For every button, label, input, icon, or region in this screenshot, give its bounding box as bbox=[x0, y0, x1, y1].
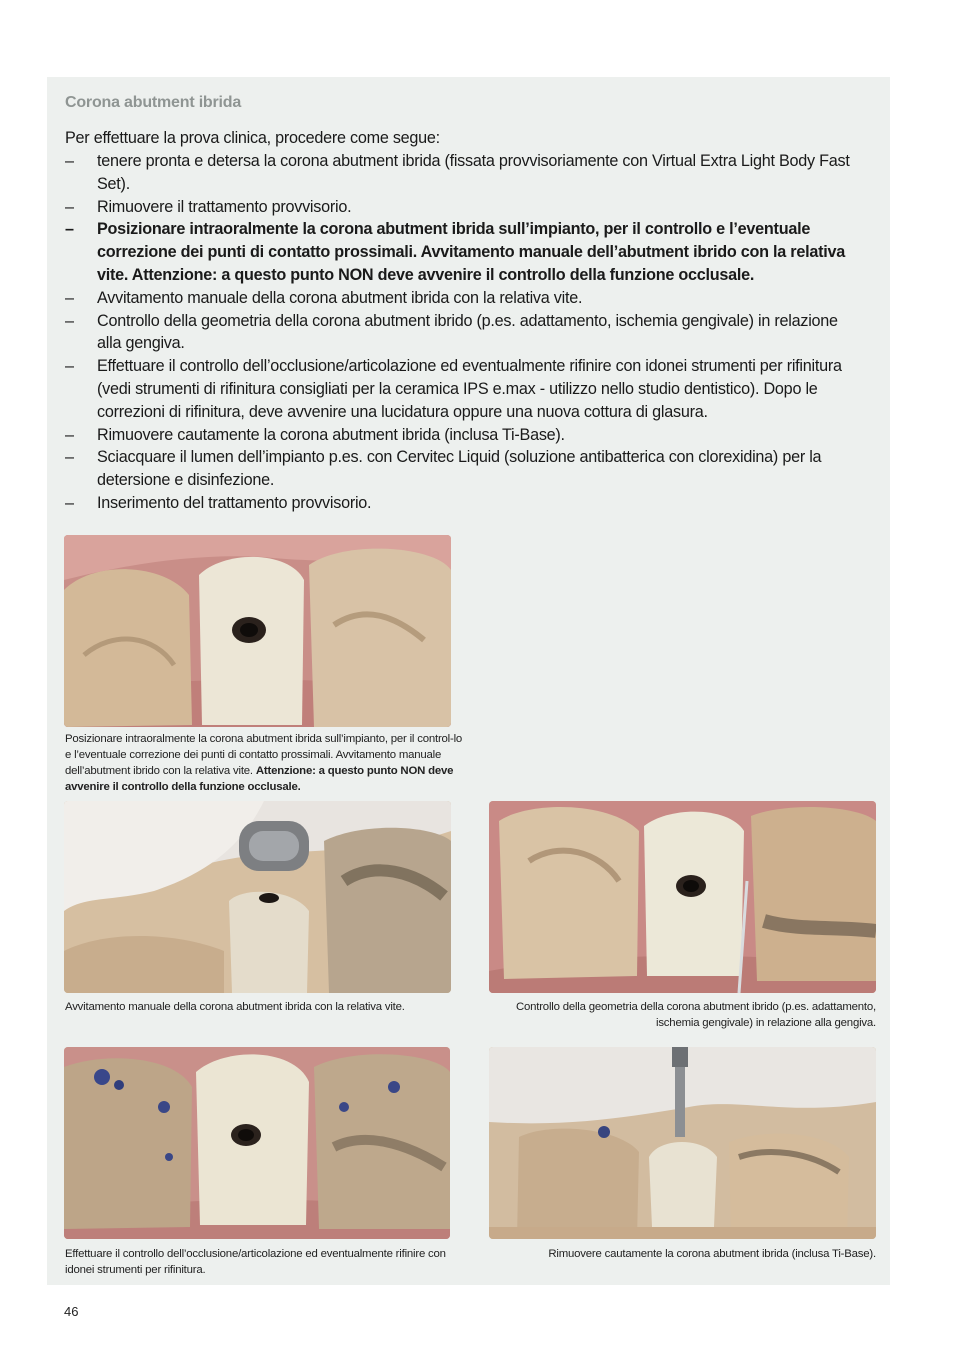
dash-bullet: – bbox=[65, 357, 74, 376]
step-item bbox=[65, 310, 865, 356]
dash-bullet: – bbox=[65, 311, 74, 330]
step-text: Posizionare intraoralmente la corona abutment ibrida sull’impianto, per il controllo e l’eventuale correzione dei punti di contatto prossimali. Avvitamento manuale dell’abutment ibrido con la relativa vite. Attenzione: a questo punto NON deve avvenire il controllo della funzione occlusale. bbox=[97, 220, 845, 284]
step-text: Sciacquare il lumen dell’impianto p.es. con Cervitec Liquid (soluzione antibatterica con clorexidina) per la detersione e disinfezione. bbox=[97, 448, 822, 490]
photo-crown-removal bbox=[489, 1047, 876, 1239]
photo-occlusion-check bbox=[64, 1047, 450, 1239]
dash-bullet: – bbox=[65, 493, 74, 512]
page-number: 46 bbox=[64, 1304, 79, 1319]
photo-manual-screwing bbox=[64, 801, 451, 993]
dash-bullet: – bbox=[65, 288, 74, 307]
step-text: Rimuovere il trattamento provvisorio. bbox=[97, 197, 352, 216]
photo-caption bbox=[65, 731, 465, 795]
caption-bold-text: Attenzione: a questo punto NON deve avvenire il controllo della funzione occlusale. bbox=[65, 765, 454, 793]
step-item-emphasized bbox=[65, 218, 865, 286]
photo-caption: Rimuovere cautamente la corona abutment ibrida (inclusa Ti-Base). bbox=[548, 1248, 876, 1260]
photo-caption: Controllo della geometria della corona abutment ibrido (p.es. adattamento, ischemia gengivale) in relazione alla gengiva. bbox=[515, 1001, 876, 1029]
dash-bullet: – bbox=[65, 220, 74, 239]
step-item bbox=[65, 196, 865, 219]
step-text: Rimuovere cautamente la corona abutment ibrida (inclusa Ti-Base). bbox=[97, 425, 565, 444]
step-text: Effettuare il controllo dell’occlusione/articolazione ed eventualmente rifinire con idonei strumenti per rifinitura (vedi strumenti di rifinitura consigliati per la ceramica IPS e.max - utilizzo nello studio dentistico). Dopo le correzioni di rifinitura, deve avvenire una lucidatura oppure una nuova cottura di glasura. bbox=[97, 357, 842, 421]
photo-caption: Avvitamento manuale della corona abutment ibrida con la relativa vite. bbox=[65, 1001, 405, 1013]
caption-text: Posizionare intraoralmente la corona abutment ibrida sull’impianto, per il control-lo e l’eventuale correzione dei punti di contatto prossimali. Avvitamento manuale dell’abutment ibrido con la relativa vite. bbox=[65, 733, 463, 777]
step-text: Inserimento del trattamento provvisorio. bbox=[97, 493, 372, 512]
step-item bbox=[65, 150, 865, 196]
step-text: tenere pronta e detersa la corona abutment ibrida (fissata provvisoriamente con Virtual Extra Light Body Fast Set). bbox=[97, 152, 850, 193]
procedure-steps bbox=[65, 150, 865, 515]
step-item bbox=[65, 287, 865, 310]
dash-bullet: – bbox=[65, 152, 74, 170]
dash-bullet: – bbox=[65, 448, 74, 467]
intro-text: Per effettuare la prova clinica, procedere come segue: bbox=[65, 129, 440, 147]
step-item bbox=[65, 446, 865, 492]
dash-bullet: – bbox=[65, 425, 74, 444]
photo-geometry-check bbox=[489, 801, 876, 993]
photo-crown-try-in bbox=[64, 535, 451, 727]
photo-caption: Effettuare il controllo dell’occlusione/articolazione ed eventualmente rifinire con idonei strumenti per rifinitura. bbox=[65, 1248, 446, 1276]
section-title: Corona abutment ibrida bbox=[65, 94, 242, 111]
step-item bbox=[65, 424, 865, 447]
step-text: Controllo della geometria della corona abutment ibrido (p.es. adattamento, ischemia gengivale) in relazione alla gengiva. bbox=[97, 311, 838, 353]
step-text: Avvitamento manuale della corona abutment ibrida con la relativa vite. bbox=[97, 288, 583, 307]
dash-bullet: – bbox=[65, 197, 74, 216]
step-item bbox=[65, 492, 865, 515]
step-item bbox=[65, 355, 865, 423]
